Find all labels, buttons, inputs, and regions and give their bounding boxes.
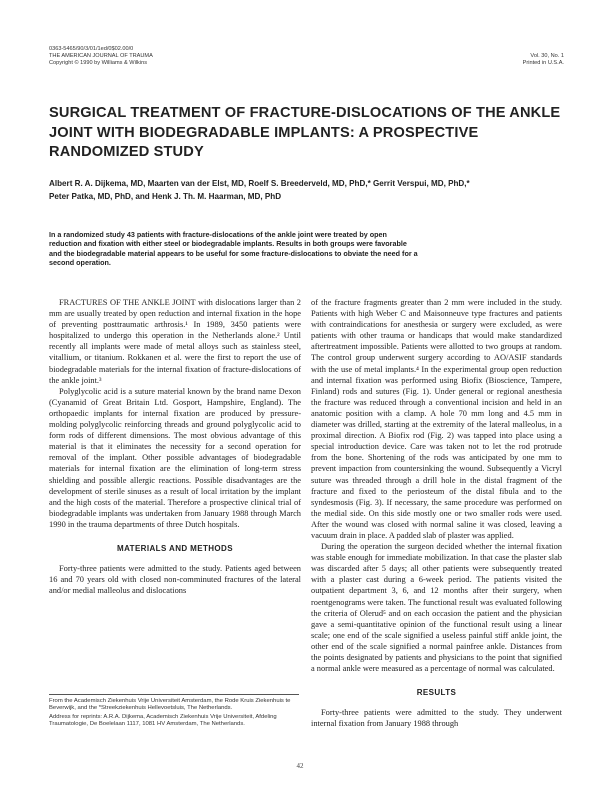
body-paragraph: Forty-three patients were admitted to the study. Patients aged between 16 and 70 years old with closed non-comminuted fractures of the lateral and/or medial malleolus and dislocations	[49, 564, 301, 596]
body-paragraph: of the fracture fragments greater than 2 mm were included in the study. Patients with high Weber C and Maisonneuve type fractures and patients with contraindications for anesthesia or surgery were excluded, as were patients with other trauma or handicaps that would make standardized aftertreatment impossible. Patients were allotted to two groups at random. The control group underwent surgery according to AO/ASIF standards with the use of metal implants.⁴ In the experimental group open reduction and internal fixation was performed using Biofix (Bioscience, Tampere, Finland) rods and sutures (Fig. 1). Under general or regional anesthesia the fracture was reduced through a conventional incision and held in an anatomic position with a clamp. A hole 70 mm long and 4.5 mm in diameter was drilled, starting at the extremity of the lateral malleolus, in a proximal direction. A Biofix rod (Fig. 2) was tapped into place using a special introduction device. Care was taken not to let the rod protrude from the bone. Shortening of the rods was anticipated by one mm to prevent impaction from countersinking the wound. Subsequently a Vicryl suture was threaded through a drill hole in the distal fragment of the fracture and fixed to the periosteum of the distal fibula and to the syndesmosis (Fig. 3). If necessary, the same procedure was performed on the medial side. On this side mostly one or two smaller rods were used. After the wound was closed with normal saline it was closed, leaving a vacuum drain in place. A padded slab of plaster was applied.	[311, 298, 562, 540]
body-column-right	[311, 297, 562, 729]
running-header-right	[523, 53, 564, 67]
body-column-left	[49, 297, 301, 596]
body-paragraph: Forty-three patients were admitted to the study. They underwent internal fixation from January 1988 through	[311, 708, 562, 729]
header-copyright: Copyright © 1990 by Williams & Wilkins	[49, 60, 147, 67]
page-number: 42	[296, 762, 304, 770]
header-issn: 0363-5465/90/3/01/1ed/0$02.00/0	[49, 46, 134, 52]
body-paragraph: Polyglycolic acid is a suture material known by the brand name Dexon (Cyanamid of Great Britain Ltd. Gosport, Hampshire, England). The orthopaedic implants for internal fixation are produced by pressure-molding polyglycolic reinforcing threads and ground polyglycolic acid to form rods of different dimensions. The most obvious advantage of this material is that it eliminates the necessity for a second operation for removal of the implant. Other possible advantages of biodegradable materials for internal fixation are the elimination of long-term stress shielding and possible allergic reactions. Possible disadvantages are the development of sterile sinuses as a result of local irritation by the implant and the high costs of the material. Therefore a prospective clinical trial of biodegradable implants was undertaken from January 1988 through March 1990 in the trauma departments of three Dutch hospitals.	[49, 386, 301, 529]
abstract: In a randomized study 43 patients with fracture-dislocations of the ankle joint were treated by open reduction and fixation with either steel or biodegradable implants. Results in both groups were favorable and the biodegradable material appears to be useful for some fracture-dislocations to obviate the need for a second operation.	[49, 230, 418, 267]
body-paragraph: During the operation the surgeon decided whether the internal fixation was stable enough for immediate mobilization. In that case the plaster slab was discarded after 5 days; all other patients were subsequently treated with a plaster cast during a 6-week period. The patients visited the outpatient department 3, 6, and 12 months after their surgery, when roentgenograms were taken. The functional result was evaluated following the criteria of Olerud⁵ and on each occasion the patient and the physician gave a semi-quantitative opinion of the functional result using a linear scale; one end of the scale signified a useless painful stiff ankle joint, the other end of the scale signified a normal painfree ankle. Distances from the points designated by patients and physicians to the point that signified a normal ankle were measured as a percentage of normal was calculated.	[311, 542, 562, 674]
author-line: Albert R. A. Dijkema, MD, Maarten van der Elst, MD, Roelf S. Breederveld, MD, PhD,* Gerrit Verspui, MD, PhD,*	[49, 179, 470, 188]
header-printed: Printed in U.S.A.	[522, 60, 564, 67]
affiliation-footnote	[49, 694, 299, 728]
section-heading-results: RESULTS	[416, 688, 457, 698]
header-journal: THE AMERICAN JOURNAL OF TRAUMA	[49, 53, 153, 60]
article-title: SURGICAL TREATMENT OF FRACTURE-DISLOCATIONS OF THE ANKLE JOINT WITH BIODEGRADABLE IMPLANTS: A PROSPECTIVE RANDOMIZED STUDY	[49, 105, 561, 160]
footnote-reprints: Address for reprints: A.R.A. Dijkema, Academisch Ziekenhuis Vrije Universiteit, Afdeling Traumatologie, De Boelelaan 1117, 1081 HV Amsterdam, The Netherlands.	[49, 713, 277, 727]
body-paragraph: FRACTURES OF THE ANKLE JOINT with dislocations larger than 2 mm are usually treated by open reduction and internal fixation in the hope of preventing posttraumatic arthrosis.¹ In 1989, 3450 patients were hospitalized to undergo this operation in the Netherlands alone.² Until recently all implants were made of metal alloys such as stainless steel, vitallium, or titanium. Rokkanen et al. were the first to report the use of biodegradable materials for the internal fixation of fracture-dislocations of the ankle joint.³	[49, 298, 301, 385]
author-line: Peter Patka, MD, PhD, and Henk J. Th. M. Haarman, MD, PhD	[49, 191, 282, 201]
section-heading-methods: MATERIALS AND METHODS	[117, 543, 233, 553]
footnote-affiliation: From the Academisch Ziekenhuis Vrije Universiteit Amsterdam, the Rode Kruis Ziekenhuis te Beverwijk, and the *Streekziekenhuis Hellevoetsluis, The Netherlands.	[49, 698, 291, 712]
running-header-left	[49, 46, 153, 68]
author-list	[49, 178, 569, 203]
header-volume: Vol. 30, No. 1	[530, 53, 564, 59]
